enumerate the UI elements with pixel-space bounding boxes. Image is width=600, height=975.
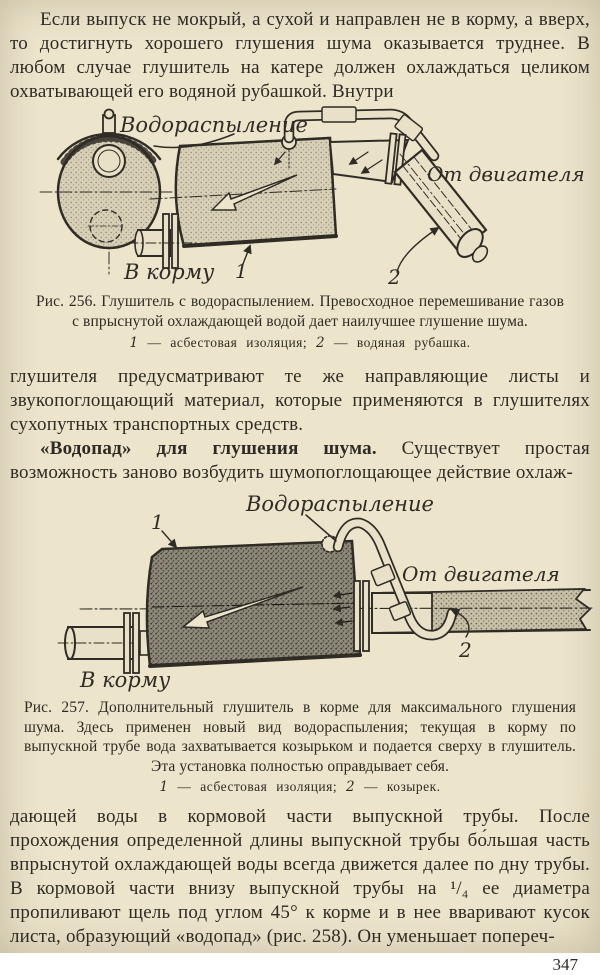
fig256-legend <box>10 335 590 351</box>
paragraph-waterfall <box>10 437 590 485</box>
figure-256-illustration <box>0 106 600 288</box>
outlet-flange <box>124 613 130 673</box>
fig256-caption: Рис. 256. Глушитель с водораспылением. Превосходное перемешивание газов с впрыснутой охлаждающей водой дает наилучшее глушение шума. <box>36 293 564 330</box>
fig256-callout-2: 2 <box>388 265 401 289</box>
run-in-heading: «Водопад» для глушения шума. <box>40 438 377 459</box>
paragraph-intro: Если выпуск не мокрый, а сухой и направлен не в корму, а вверх, то достигнуть хорошего глушения шума оказывается труднее. В любом случае глушитель на катере должен охлаждаться целиком охватывающей его водяной рубашкой. Внутри <box>10 9 590 102</box>
fig257-label-spray: Водораспыление <box>246 492 434 516</box>
legend-text-1: — асбестовая изоляция; <box>177 779 338 794</box>
pipe-sleeve <box>322 107 356 122</box>
fig257-callout-1: 1 <box>151 510 164 534</box>
fig257-callout-2: 2 <box>459 638 472 662</box>
legend-text-1: — асбестовая изоляция; <box>147 335 308 350</box>
figure-257-illustration <box>0 487 600 693</box>
legend-num-2: 2 <box>345 779 356 795</box>
legend-text-2: — водяная рубашка. <box>333 335 471 350</box>
fig257-caption: Рис. 257. Дополнительный глушитель в корме для максимального глушения шума. Здесь применен новый вид водораспыления; текущая в корму по выпускной трубе вода захватывается козырьком и подается сверху в глушитель. Эта установка полностью оправдывает себя. <box>24 699 576 775</box>
fig257-label-engine: От двигателя <box>402 562 560 586</box>
fig257-legend <box>10 779 590 795</box>
paragraph-continuation: глушителя предусматривают те же направляющие листы и звукопоглощающий материал, которые применяются в глушителях сухопутных транспортных средств. <box>10 366 590 435</box>
page-number: 347 <box>552 955 578 974</box>
fig256-callout-1: 1 <box>235 259 248 283</box>
paragraph-bottom: дающей воды в кормовой части выпускной трубы. После прохождения определенной длины выпускной трубы бо́льшая часть впрыснутой охлаждающей воды всегда движется далее по дну трубы. В кормовой части внизу выпускной трубы на ¹/₄ ее диаметра пропиливают щель под углом 45° к корме и в нее вваривают кусок листа, образующий «водопад» (рис. 258). Он уменьшает попереч- <box>10 806 590 947</box>
legend-num-2: 2 <box>316 335 326 351</box>
legend-text-2: — козырек. <box>363 779 441 794</box>
legend-num-1: 1 <box>129 335 139 351</box>
fig256-label-engine: От двигателя <box>427 162 585 186</box>
fig256-label-stern: В корму <box>124 260 215 284</box>
fig257-label-stern: В корму <box>80 668 171 692</box>
inlet-flange <box>354 581 360 651</box>
legend-num-1: 1 <box>159 779 169 795</box>
paragraph-waterfall-rest: Существует простая возможность заново возбудить шумопоглощающее действие охлаж- <box>10 438 590 483</box>
fig256-label-spray: Водораспыление <box>120 113 308 137</box>
